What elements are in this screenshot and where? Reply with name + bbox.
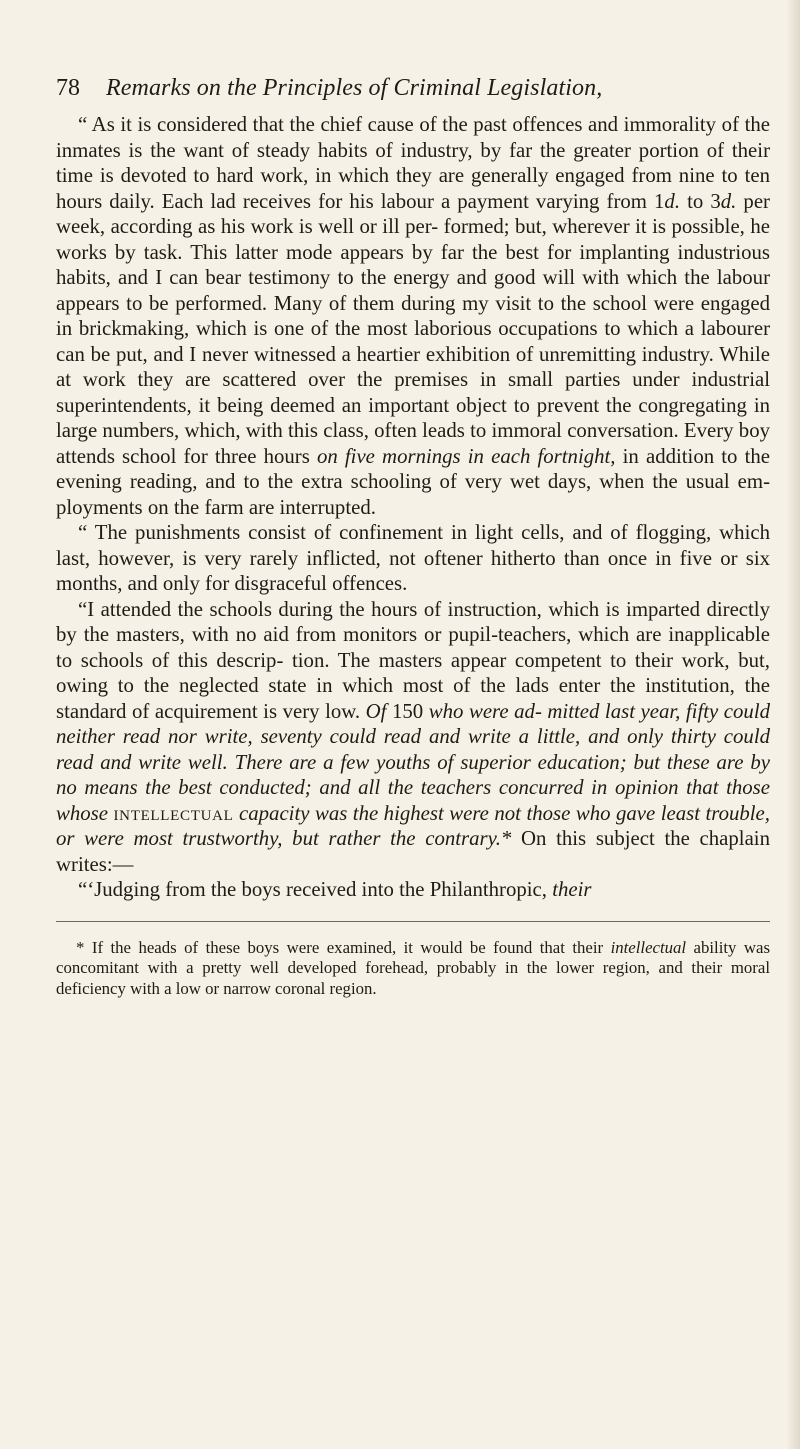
text-segment: “ As it is considered that the chief cause of the past offences and immorality of the inmates is the want of steady habits of industry, by far the greater portion of their time is devoted to hard work, in which they are generally engaged from nine to ten hours daily. Each lad receives for his labour a payment varying from 1	[56, 113, 770, 213]
small-caps-text-segment: intellectual	[113, 801, 234, 825]
italic-text-segment: d.	[664, 189, 681, 213]
italic-text-segment: capacity was the highest were not those who gave least trouble, or were most trustworthy, but rather the contrary.*	[56, 801, 770, 850]
text-segment: “ The punishments consist of confinement in light cells, and of flogging, which last, however, is very rarely inflicted, not oftener hitherto than once in five or six months, and only for disgraceful offences.	[56, 521, 770, 595]
paragraph-schools	[56, 597, 770, 878]
text-segment: in addition to the evening reading, and to the extra schooling of very wet days, when the usual em- ployments on the farm are interrupted.	[56, 444, 770, 519]
paragraph-punishments	[56, 520, 770, 597]
paragraph-judging	[56, 877, 770, 903]
page-number: 78	[56, 75, 80, 101]
text-segment: per week, according as his work is well or ill per- formed; but, wherever it is possible, he works by task. This latter mode appears by far the best for implanting industrious habits, and I can bear testimony to the energy and good will with which the labour appears to be performed. Many of them during my visit to the school were engaged in brickmaking, which is one of the most laborious occupations to which a labourer can be put, and I never witnessed a heartier exhibition of unremitting industry. While at work they are scattered over the premises in small parties under industrial superintendents, it being deemed an important object to prevent the congregating in large numbers, which, with this class, often leads to immoral conversation. Every boy attends school for three hours	[56, 189, 770, 468]
italic-text-segment: d.	[720, 189, 737, 213]
body-text	[56, 112, 770, 903]
running-head	[56, 72, 770, 104]
text-segment: to 3	[680, 189, 721, 213]
text-segment: “I attended the schools during the hours of instruction, which is imparted directly by the masters, with no aid from monitors or pupil-teachers, which are inapplicable to schools of this descrip- tion. The masters appear competent to their work, but, owing to the neglected state in which most of the lads enter the institution, the standard of acquirement is very low.	[56, 597, 770, 723]
footnote	[56, 938, 770, 1000]
italic-text-segment: who were ad- mitted last year, fifty could neither read nor write, seventy could read and write a little, and only thirty could read and write well. There are a few youths of superior education; but these are by no means the best conducted; and all the teachers concurred in opinion that those whose	[56, 699, 770, 825]
paragraph-labour	[56, 112, 770, 520]
italic-text-segment: their	[552, 878, 592, 901]
book-page	[56, 72, 770, 999]
text-segment: On this subject the chaplain writes:—	[56, 827, 770, 876]
text-segment: “‘Judging from the boys received into the Philanthropic,	[78, 878, 553, 901]
italic-text-segment: Of	[365, 699, 387, 723]
footnote-text-segment: ability was concomitant with a pretty well developed forehead, probably in the lower region, and their moral deficiency with a low or narrow coronal region.	[56, 937, 770, 998]
italic-text-segment: on five mornings in each fortnight,	[316, 444, 616, 468]
footnote-rule	[56, 921, 770, 922]
page-edge-shadow	[786, 0, 800, 1449]
footnote-italic-text-segment: intellectual	[610, 937, 687, 957]
footnote-text-segment: * If the heads of these boys were examined, it would be found that their	[76, 937, 611, 957]
running-title: Remarks on the Principles of Criminal Legislation,	[106, 75, 603, 101]
text-segment: 150	[386, 699, 429, 723]
